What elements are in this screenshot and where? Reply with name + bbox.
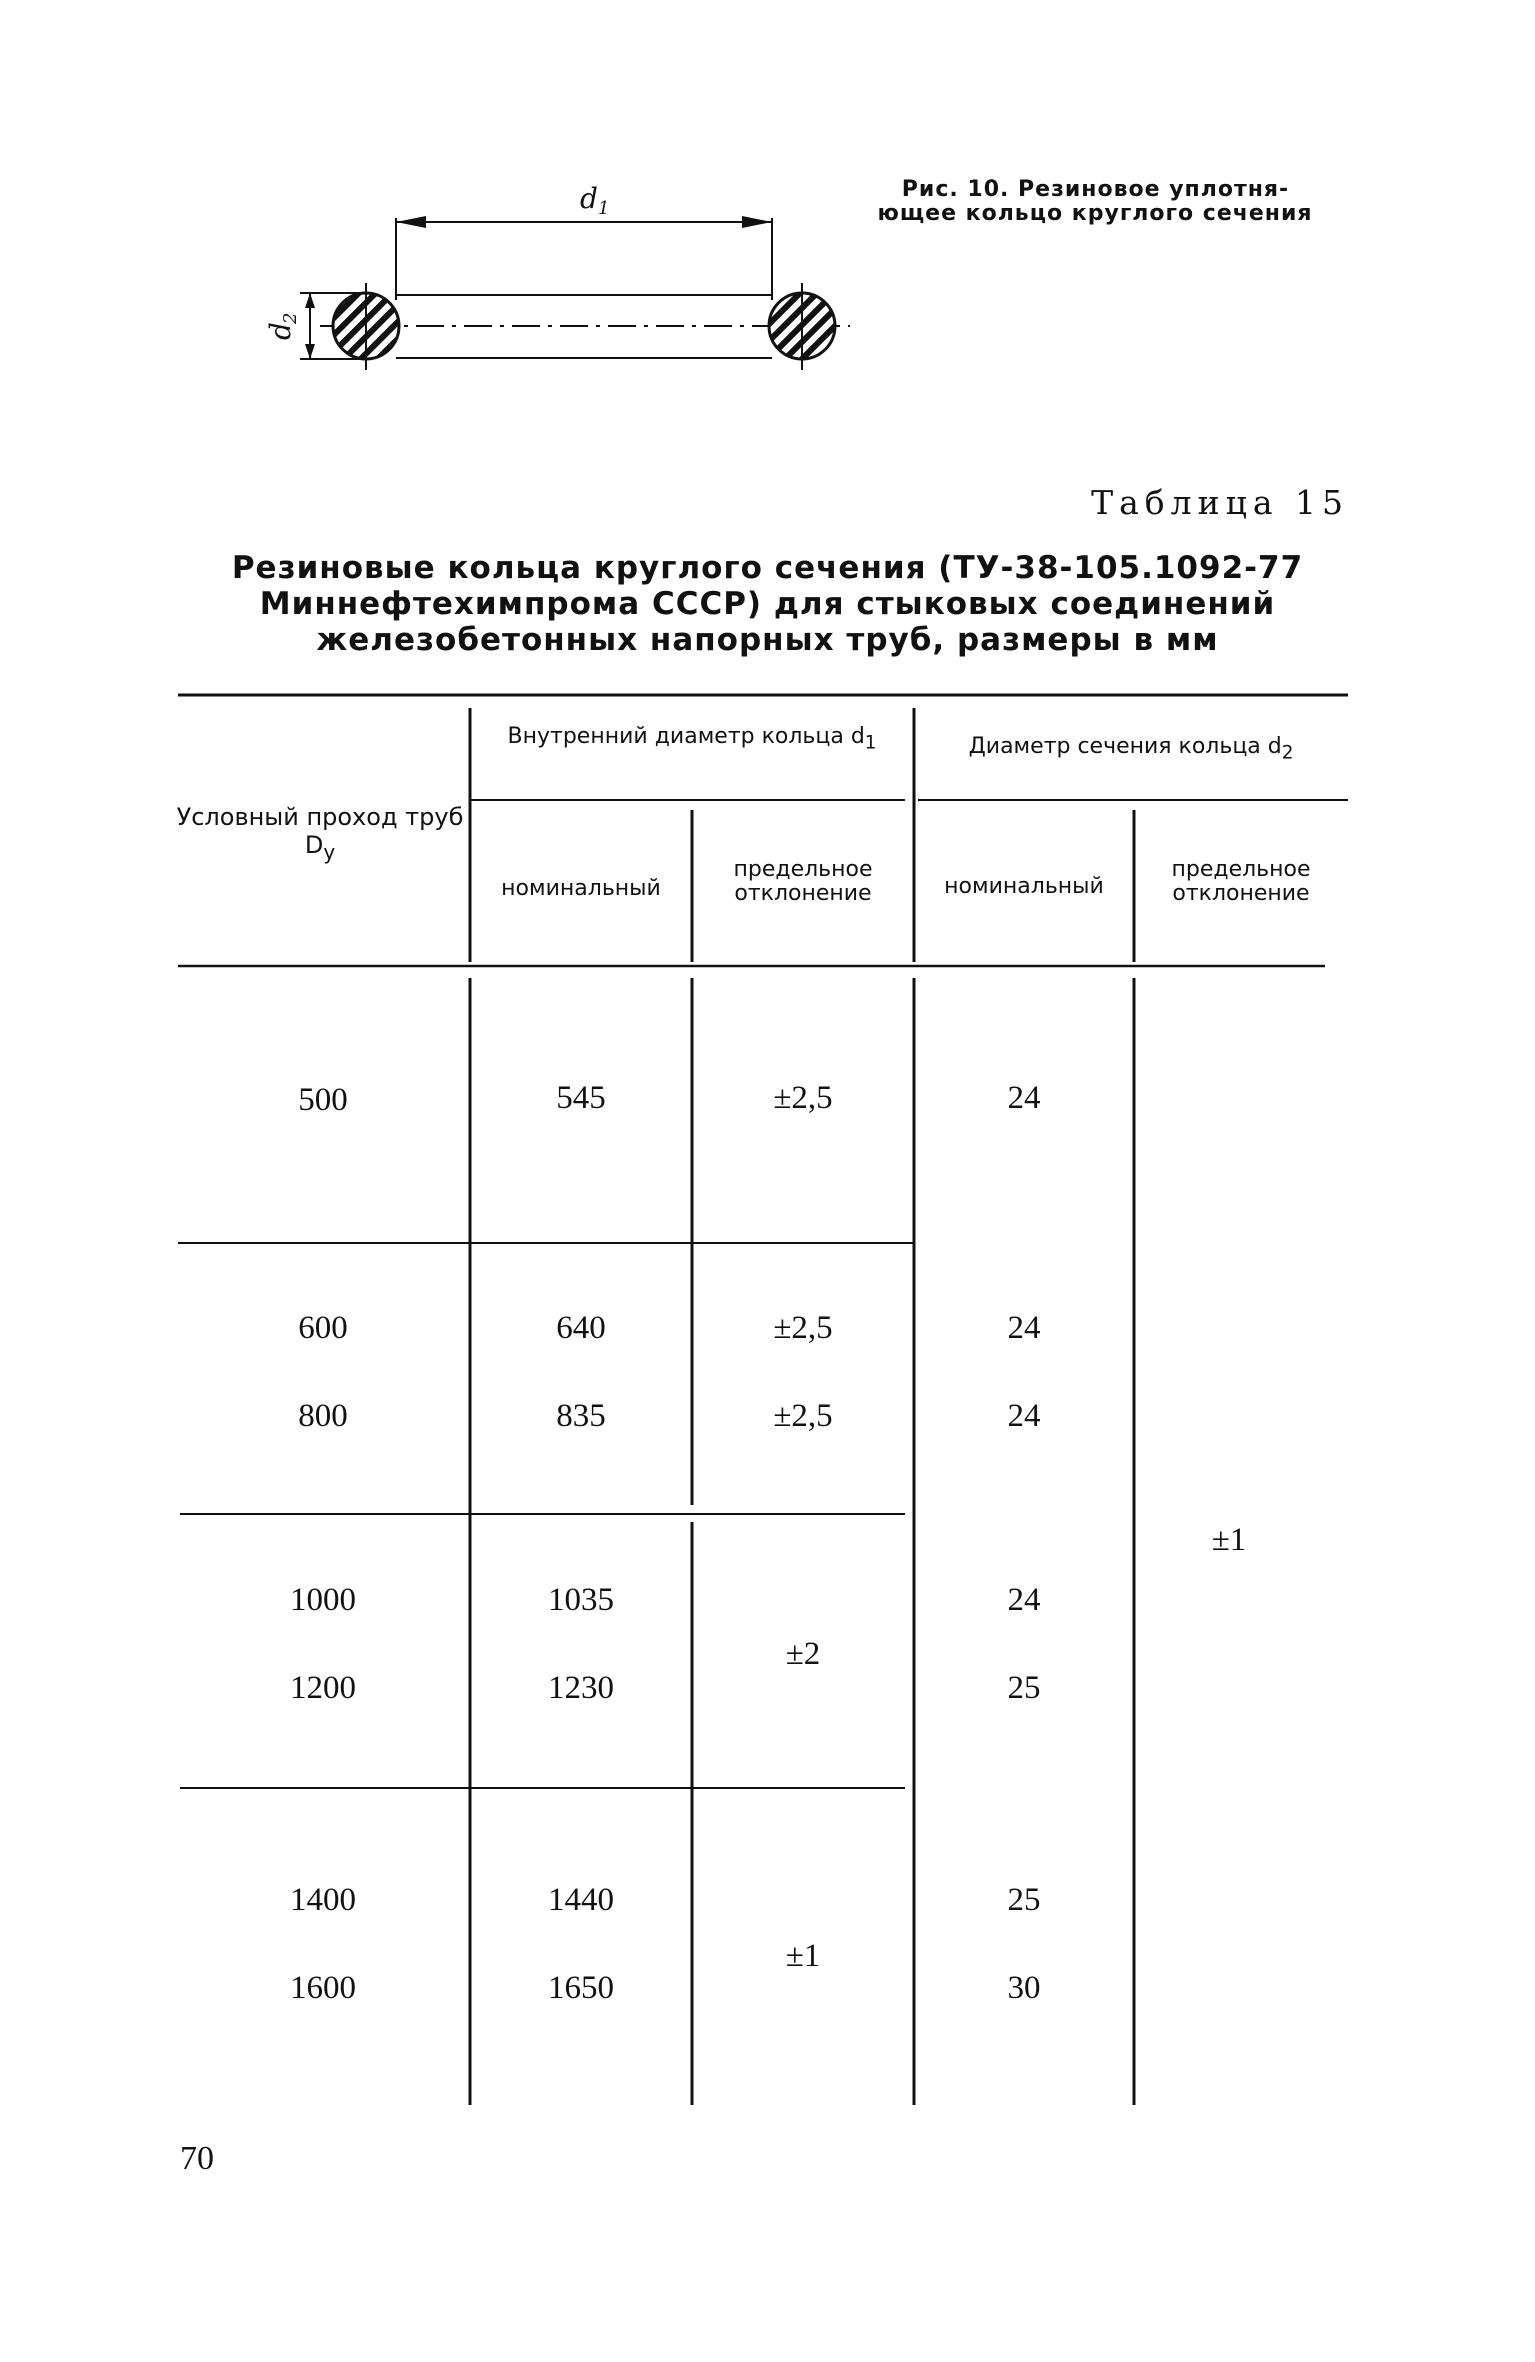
cell-dy: 500 [298, 1082, 348, 1118]
table-number: Таблица 15 [1091, 483, 1349, 522]
cell-d1: 1440 [548, 1882, 614, 1918]
header-deviation-2: предельное отклонение [1171, 857, 1311, 906]
cell-d2: 24 [1007, 1398, 1041, 1434]
cell-dy: 600 [298, 1310, 348, 1346]
cell-dy: 1200 [290, 1670, 356, 1706]
cell-d1-deviation: ±1 [785, 1938, 821, 1974]
table-title: Резиновые кольца круглого сечения (ТУ-38-105.1092-77 Миннефтехимпрома СССР) для стыковых соединений железобетонных напорных труб, размеры в мм [231, 550, 1304, 658]
header-deviation-1: предельное отклонение [733, 857, 873, 906]
d1-label: d [580, 182, 598, 215]
header-nominal-2: номинальный [944, 874, 1104, 899]
header-dy: Условный проход труб $D_у$ [176, 803, 464, 864]
cell-d2: 25 [1007, 1670, 1041, 1706]
cell-d1: 545 [556, 1080, 606, 1116]
page-number: 70 [180, 2140, 214, 2177]
svg-text:1: 1 [598, 198, 610, 219]
cell-d1: 835 [556, 1398, 606, 1434]
cell-d2-deviation: ±1 [1211, 1522, 1247, 1558]
cell-d1-deviation: ±2,5 [773, 1310, 833, 1346]
d2-label: d [264, 322, 297, 340]
cell-d1: 1230 [548, 1670, 614, 1706]
cell-d1-deviation: ±2,5 [773, 1398, 833, 1434]
cell-dy: 1000 [290, 1582, 356, 1618]
cell-d1-deviation: ±2 [785, 1636, 821, 1672]
figure-caption: Рис. 10. Резиновое уплотняющее кольцо круглого сечения [877, 177, 1313, 226]
cell-d2: 25 [1007, 1882, 1041, 1918]
header-inner-diameter: Внутренний диаметр кольца $d_1$ [507, 724, 877, 754]
cell-d2: 24 [1007, 1080, 1041, 1116]
cell-dy: 800 [298, 1398, 348, 1434]
cell-dy: 1400 [290, 1882, 356, 1918]
cell-d1: 1035 [548, 1582, 614, 1618]
cell-d2: 30 [1007, 1970, 1041, 2006]
svg-text:2: 2 [280, 312, 301, 324]
cell-d1-deviation: ±2,5 [773, 1080, 833, 1116]
header-nominal-1: номинальный [501, 876, 661, 901]
cell-d1: 640 [556, 1310, 606, 1346]
cell-d1: 1650 [548, 1970, 614, 2006]
header-section-diameter: Диаметр сечения кольца $d_2$ [968, 734, 1294, 764]
cell-d2: 24 [1007, 1582, 1041, 1618]
cell-d2: 24 [1007, 1310, 1041, 1346]
cell-dy: 1600 [290, 1970, 356, 2006]
